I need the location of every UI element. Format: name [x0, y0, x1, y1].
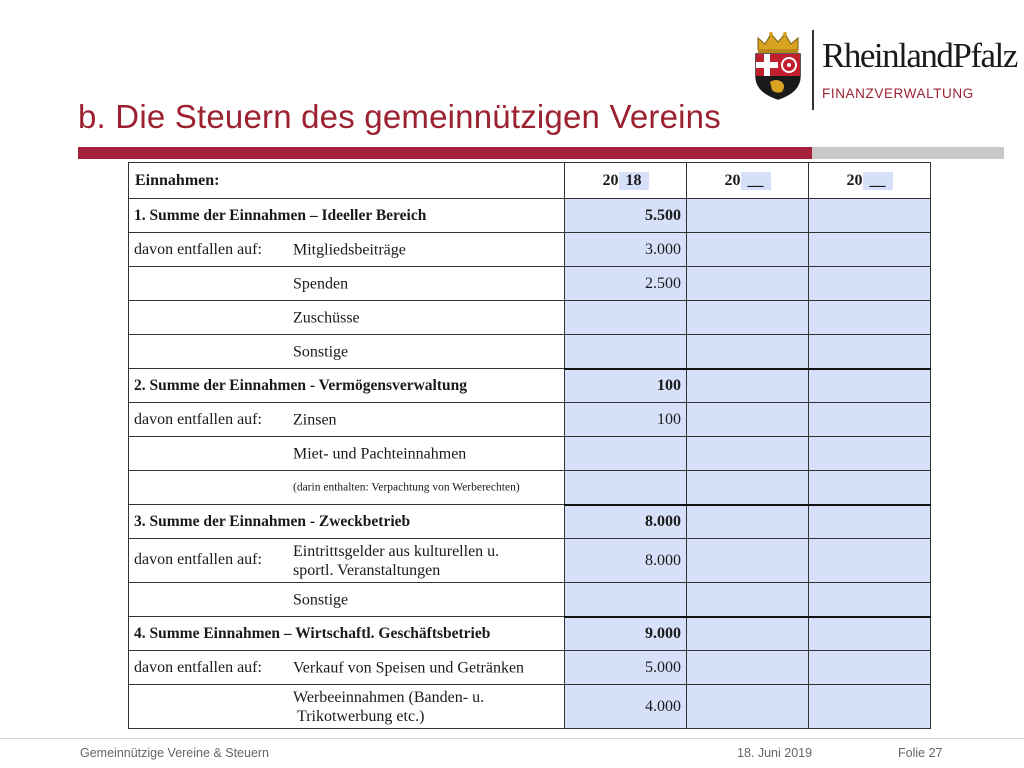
value-cell[interactable] [809, 651, 931, 685]
value-cell[interactable] [809, 233, 931, 267]
value-cell[interactable]: 5.500 [565, 199, 687, 233]
row-label [129, 403, 565, 437]
table-row [129, 617, 931, 651]
value-cell[interactable] [565, 437, 687, 471]
row-label [129, 437, 565, 471]
year-column-1 [565, 163, 687, 199]
year-prefix: 20 [724, 171, 741, 189]
year-prefix: 20 [602, 171, 619, 189]
value-cell[interactable] [687, 505, 809, 539]
slide-title: b. Die Steuern des gemeinnützigen Vereins [78, 98, 721, 135]
footer-divider [0, 738, 1024, 739]
sub-label-block [293, 688, 484, 726]
sum-label: 4. Summe Einnahmen – Wirtschaftl. Geschäftsbetrieb [134, 624, 491, 642]
value-cell[interactable] [809, 685, 931, 729]
value-cell[interactable]: 2.500 [565, 267, 687, 301]
value-cell[interactable] [687, 471, 809, 505]
sub-label: Werbeeinnahmen (Banden- u. [293, 689, 485, 706]
year-column-3 [809, 163, 931, 199]
table-row [129, 233, 931, 267]
header-label: Einnahmen: [129, 163, 565, 199]
title-rule-grey [812, 147, 1004, 159]
row-label [129, 369, 565, 403]
sub-label: Sonstige [293, 343, 349, 360]
value-cell[interactable] [687, 267, 809, 301]
sub-label: (darin enthalten: Verpachtung von Werberechten) [293, 481, 520, 493]
year-input-3[interactable]: __ [863, 172, 893, 190]
value-cell[interactable] [687, 437, 809, 471]
value-cell[interactable] [809, 301, 931, 335]
value-cell[interactable] [809, 267, 931, 301]
lead-label: davon entfallen auf: [134, 410, 262, 428]
table-row [129, 583, 931, 617]
value-cell[interactable] [687, 403, 809, 437]
value-cell[interactable] [687, 369, 809, 403]
footer-title: Gemeinnützige Vereine & Steuern [80, 746, 270, 760]
value-cell[interactable]: 5.000 [565, 651, 687, 685]
value-cell[interactable]: 100 [565, 403, 687, 437]
value-cell[interactable] [809, 437, 931, 471]
value-cell[interactable] [809, 617, 931, 651]
value-cell[interactable]: 100 [565, 369, 687, 403]
value-cell[interactable] [687, 583, 809, 617]
lead-label: davon entfallen auf: [134, 658, 262, 676]
sub-label: Verkauf von Speisen und Getränken [293, 659, 525, 676]
table-row [129, 301, 931, 335]
value-cell[interactable] [687, 301, 809, 335]
row-label [129, 583, 565, 617]
sub-label-block [293, 542, 499, 580]
sub-label: Mitgliedsbeiträge [293, 241, 406, 258]
footer-page-number: Folie 27 [898, 746, 943, 760]
table-row [129, 539, 931, 583]
value-cell[interactable] [565, 301, 687, 335]
row-label [129, 233, 565, 267]
table-row [129, 369, 931, 403]
lead-label: davon entfallen auf: [134, 240, 262, 258]
table-row [129, 471, 931, 505]
value-cell[interactable] [809, 335, 931, 369]
value-cell[interactable] [809, 199, 931, 233]
table-row [129, 505, 931, 539]
table-row [129, 685, 931, 729]
logo-wordmark: RheinlandPfalz [822, 36, 1017, 75]
logo [752, 30, 1017, 112]
value-cell[interactable]: 3.000 [565, 233, 687, 267]
row-label [129, 199, 565, 233]
sub-label: Spenden [293, 275, 349, 292]
footer-date: 18. Juni 2019 [737, 746, 813, 760]
coat-of-arms-icon [752, 30, 804, 100]
year-input-1[interactable]: 18 [619, 172, 649, 190]
row-label [129, 301, 565, 335]
row-label [129, 617, 565, 651]
sum-label: 2. Summe der Einnahmen - Vermögensverwaltung [134, 376, 467, 394]
table-row [129, 335, 931, 369]
title-rule [78, 147, 812, 159]
logo-subtitle: FINANZVERWALTUNG [822, 86, 974, 101]
row-label [129, 267, 565, 301]
value-cell[interactable]: 9.000 [565, 617, 687, 651]
table-row [129, 651, 931, 685]
value-cell[interactable] [809, 403, 931, 437]
value-cell[interactable] [687, 651, 809, 685]
value-cell[interactable] [565, 335, 687, 369]
table-row [129, 437, 931, 471]
sub-label: Zinsen [293, 411, 337, 428]
value-cell[interactable]: 8.000 [565, 539, 687, 583]
value-cell[interactable] [687, 233, 809, 267]
table-row [129, 199, 931, 233]
value-cell[interactable] [687, 617, 809, 651]
sub-label: Zuschüsse [293, 309, 360, 326]
sub-label: Miet- und Pachteinnahmen [293, 445, 467, 462]
value-cell[interactable] [565, 471, 687, 505]
year-column-2 [687, 163, 809, 199]
year-prefix: 20 [846, 171, 863, 189]
sum-label: 1. Summe der Einnahmen – Ideeller Bereich [134, 206, 427, 224]
value-cell[interactable] [687, 539, 809, 583]
value-cell[interactable] [809, 539, 931, 583]
value-cell[interactable] [687, 199, 809, 233]
value-cell[interactable] [687, 335, 809, 369]
value-cell[interactable] [809, 583, 931, 617]
row-label [129, 505, 565, 539]
row-label [129, 685, 565, 729]
year-input-2[interactable]: __ [741, 172, 771, 190]
sub-label: Eintrittsgelder aus kulturellen u. [293, 543, 500, 560]
sub-label-line2: sportl. Veranstaltungen [293, 562, 441, 579]
row-label [129, 471, 565, 505]
value-cell[interactable]: 8.000 [565, 505, 687, 539]
table-row [129, 403, 931, 437]
value-cell[interactable] [809, 505, 931, 539]
logo-divider [812, 30, 814, 110]
value-cell[interactable]: 4.000 [565, 685, 687, 729]
sub-label: Sonstige [293, 591, 349, 608]
sum-label: 3. Summe der Einnahmen - Zweckbetrieb [134, 512, 411, 530]
value-cell[interactable] [687, 685, 809, 729]
lead-label: davon entfallen auf: [134, 551, 262, 568]
income-form-table [128, 162, 931, 729]
row-label [129, 539, 565, 583]
row-label [129, 651, 565, 685]
table-row [129, 267, 931, 301]
sub-label-line2: Trikotwerbung etc.) [297, 708, 425, 725]
table-header-row [129, 163, 931, 199]
value-cell[interactable] [809, 471, 931, 505]
value-cell[interactable] [809, 369, 931, 403]
value-cell[interactable] [565, 583, 687, 617]
row-label [129, 335, 565, 369]
